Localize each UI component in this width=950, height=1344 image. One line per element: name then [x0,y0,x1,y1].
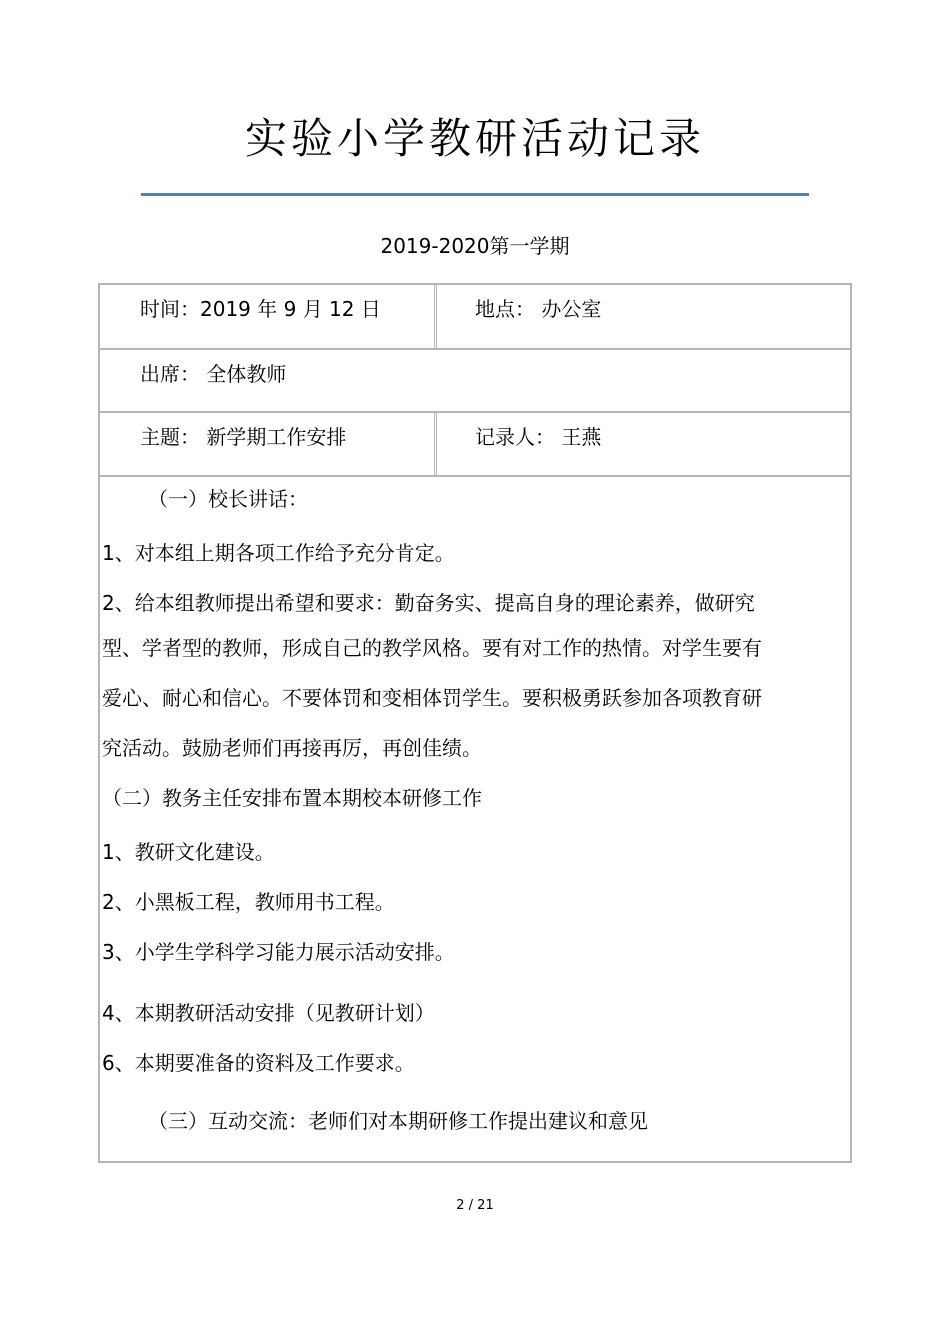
content-line: 爱心、耐心和信心。不要体罚和变相体罚学生。要积极勇跃参加各项教育研 [102,686,762,710]
attendees-cell: 出席： 全体教师 [140,362,287,386]
page-number: 2 / 21 [456,1198,494,1213]
content-line: 1、对本组上期各项工作给予充分肯定。 [102,541,455,565]
content-line: 4、本期教研活动安排（见教研计划） [102,1001,435,1025]
column-divider [434,413,437,475]
content-line: 6、本期要准备的资料及工作要求。 [102,1051,415,1075]
table-row-time-location [100,285,850,350]
content-line: 2、给本组教师提出希望和要求：勤奋务实、提高自身的理论素养，做研究 [102,591,755,615]
semester-label: 2019-2020第一学期 [380,234,570,258]
section-heading-discussion: （三）互动交流：老师们对本期研修工作提出建议和意见 [148,1109,648,1133]
record-table [98,283,852,1163]
title-divider [141,193,809,196]
section-heading-dean: （二）教务主任安排布置本期校本研修工作 [102,786,482,810]
column-divider [434,285,437,348]
time-cell: 时间：2019 年 9 月 12 日 [140,297,381,321]
content-line: 型、学者型的教师，形成自己的教学风格。要有对工作的热情。对学生要有 [102,636,762,660]
meeting-content [100,477,850,1161]
location-cell: 地点： 办公室 [475,297,602,321]
content-line: 3、小学生学科学习能力展示活动安排。 [102,940,455,964]
content-line: 1、教研文化建设。 [102,840,275,864]
table-row-attendees [100,350,850,413]
topic-cell: 主题： 新学期工作安排 [140,425,347,449]
document-title: 实验小学教研活动记录 [244,114,705,163]
content-line: 2、小黑板工程，教师用书工程。 [102,890,395,914]
table-row-topic-recorder [100,413,850,477]
recorder-cell: 记录人： 王燕 [475,425,602,449]
content-line: 究活动。鼓励老师们再接再厉，再创佳绩。 [102,736,482,760]
section-heading-principal: （一）校长讲话： [148,487,308,511]
